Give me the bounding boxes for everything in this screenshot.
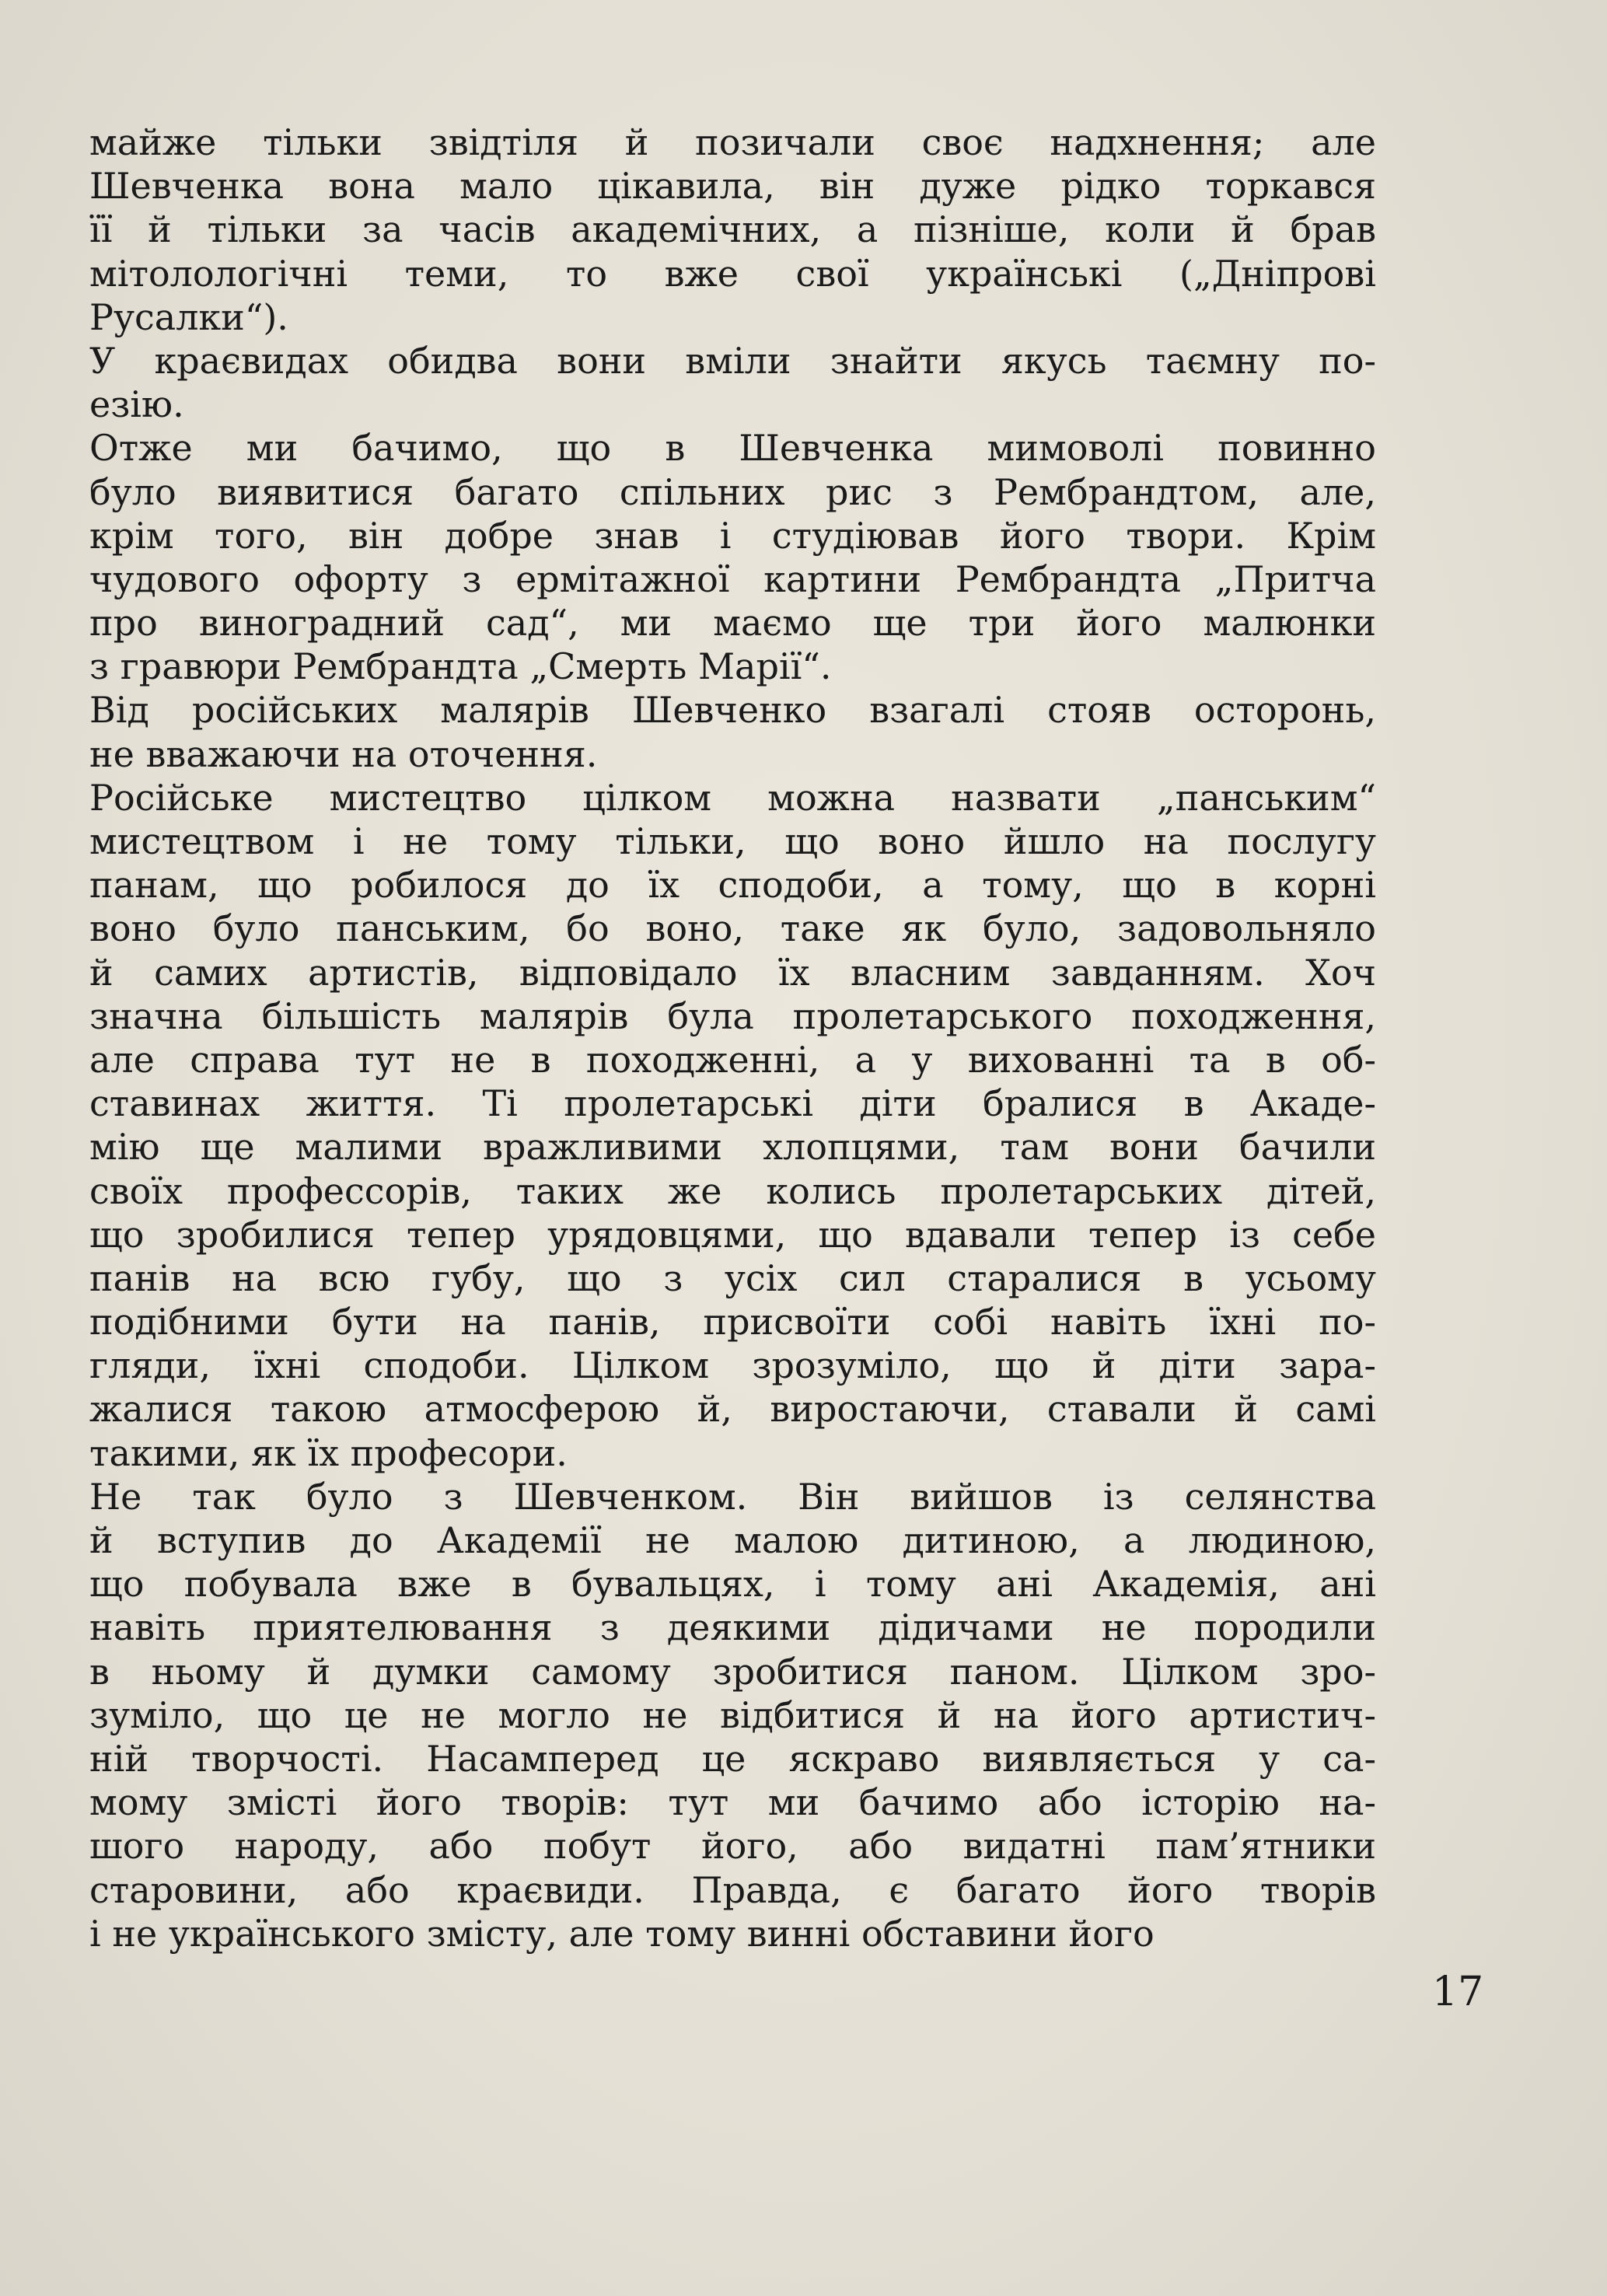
text-line: але справа тут не в походженні, а у вихованні та в об- <box>89 1038 1376 1081</box>
text-line: езію. <box>89 383 184 426</box>
paragraph <box>89 1475 1376 1955</box>
text-line: зуміло, що це не могло не відбитися й на його артистич- <box>89 1693 1376 1736</box>
text-line: Не так було з Шевченком. Він вийшов із селянства <box>89 1475 1376 1518</box>
text-line: воно було панським, бо воно, таке як було, задовольняло <box>89 907 1376 950</box>
text-line: Русалки“). <box>89 295 288 338</box>
text-line: її й тільки за часів академічних, а пізніше, коли й брав <box>89 208 1376 251</box>
paragraph <box>89 776 1376 1475</box>
page-number: 17 <box>1432 1969 1484 2015</box>
text-line: крім того, він добре знав і студіював його твори. Крім <box>89 514 1376 557</box>
text-line: Шевченка вона мало цікавила, він дуже рідко торкався <box>89 165 1376 208</box>
text-line: такими, як їх професори. <box>89 1431 568 1474</box>
body-text <box>89 121 1376 1955</box>
text-line: було виявитися багато спільних рис з Рембрандтом, але, <box>89 470 1376 513</box>
text-line: мію ще малими вражливими хлопцями, там вони бачили <box>89 1126 1376 1169</box>
text-line: мому змісті його творів: тут ми бачимо або історію на- <box>89 1781 1376 1824</box>
text-line: з гравюри Рембрандта „Смерть Марії“. <box>89 645 832 688</box>
text-line: гляди, їхні сподоби. Цілком зрозуміло, що й діти зара- <box>89 1344 1376 1387</box>
text-line: що зробилися тепер урядовцями, що вдавали тепер із себе <box>89 1213 1376 1256</box>
text-line: панам, що робилося до їх сподоби, а тому, що в корні <box>89 864 1376 907</box>
text-line: чудового офорту з ермітажної картини Рембрандта „Притча <box>89 557 1376 600</box>
paragraph <box>89 688 1376 775</box>
text-line: мітолологічні теми, то вже свої українські („Дніпрові <box>89 252 1376 295</box>
text-line: подібними бути на панів, присвоїти собі навіть їхні по- <box>89 1301 1376 1344</box>
text-line: майже тільки звідтіля й позичали своє надхнення; але <box>89 121 1376 163</box>
text-line: жалися такою атмосферою й, виростаючи, ставали й самі <box>89 1388 1376 1431</box>
text-line: Від російських малярів Шевченко взагалі стояв осторонь, <box>89 689 1376 732</box>
text-line: й самих артистів, відповідало їх власним завданням. Хоч <box>89 951 1376 994</box>
text-line: не вважаючи на оточення. <box>89 732 598 775</box>
text-line: панів на всю губу, що з усіх сил старалися в усьому <box>89 1256 1376 1299</box>
text-line: Отже ми бачимо, що в Шевченка мимоволі повинно <box>89 427 1376 470</box>
text-line: Російське мистецтво цілком можна назвати „панським“ <box>89 776 1376 819</box>
text-line: і не українського змісту, але тому винні обставини його <box>89 1912 1155 1955</box>
text-line: в ньому й думки самому зробитися паном. Цілком зро- <box>89 1650 1376 1693</box>
text-line: старовини, або краєвиди. Правда, є багато його творів <box>89 1868 1376 1911</box>
text-line: У краєвидах обидва вони вміли знайти якусь таємну по- <box>89 339 1376 382</box>
text-line: ній творчості. Насамперед це яскраво виявляється у са- <box>89 1737 1376 1780</box>
text-line: й вступив до Академії не малою дитиною, а людиною, <box>89 1519 1376 1561</box>
text-line: значна більшість малярів була пролетарського походження, <box>89 994 1376 1037</box>
paragraph <box>89 426 1376 688</box>
text-line: навіть приятелювання з деякими дідичами не породили <box>89 1606 1376 1649</box>
paragraph <box>89 339 1376 426</box>
text-line: своїх профессорів, таких же колись пролетарських дітей, <box>89 1169 1376 1212</box>
text-line: що побувала вже в бувальцях, і тому ані Академія, ані <box>89 1563 1376 1606</box>
text-line: шого народу, або побут його, або видатні пам’ятники <box>89 1825 1376 1868</box>
paragraph <box>89 121 1376 339</box>
text-line: мистецтвом і не тому тільки, що воно йшло на послугу <box>89 820 1376 862</box>
text-line: ставинах життя. Ті пролетарські діти бралися в Акаде- <box>89 1082 1376 1125</box>
text-line: про виноградний сад“, ми маємо ще три його малюнки <box>89 602 1376 645</box>
